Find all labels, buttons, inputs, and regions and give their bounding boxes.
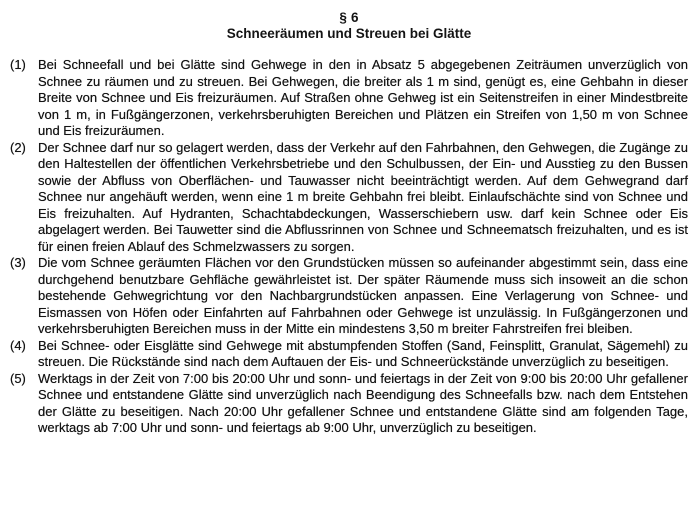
section-number: § 6 <box>339 10 359 25</box>
paragraph-5-text: Werktags in der Zeit von 7:00 bis 20:00 Uhr und sonn- und feiertags in der Zeit von 9:00 bis 20:00 Uhr gefallener Schnee und entstandene Glätte sind unverzüglich nach Beendigung des Schneefalls bzw. nach dem Entstehen der Glätte zu beseitigen. Nach 20:00 Uhr gefallener Schnee und entstandene Glätte sind am folgenden Tage, werktags ab 7:00 Uhr und sonn- und feiertags ab 9:00 Uhr, unverzüglich zu beseitigen. <box>38 370 688 435</box>
paragraph-1-text: Bei Schneefall und bei Glätte sind Gehwege in den in Absatz 5 abgegebenen Zeiträumen unverzüglich von Schnee zu räumen und zu streuen. Bei Gehwegen, die breiter als 1 m sind, genügt es, eine Gehbahn in dieser Breite von Schnee und Eis freizuräumen. Auf Straßen ohne Gehweg ist ein Seitenstreifen in einer Mindestbreite von 1 m, in Fußgängerzonen, verkehrsberuhigten Bereichen und Plätzen ein Streifen von 1,50 m von Schnee und Eis freizuräumen. <box>38 57 688 138</box>
paragraph-4 <box>10 338 688 371</box>
paragraph-3-marker: (3) <box>10 255 26 270</box>
paragraph-1-marker: (1) <box>10 57 26 72</box>
paragraph-3-text: Die vom Schnee geräumten Flächen vor den Grundstücken müssen so aufeinander abgestimmt sein, dass eine durchgehend benutzbare Gehfläche gewährleistet ist. Der später Räumende muss sich insoweit an die schon bestehende Gehwegrichtung vor den Nachbargrundstücken anpassen. Eine Verlagerung von Schnee- und Eismassen von Höfen oder Einfahrten auf Fahrbahnen oder Gehwege ist unzulässig. In Fußgängerzonen und verkehrsberuhigten Bereichen muss in der Mitte ein mindestens 3,50 m breiter Fahrstreifen frei bleiben. <box>38 255 688 336</box>
paragraph-2-text: Der Schnee darf nur so gelagert werden, dass der Verkehr auf den Fahrbahnen, den Gehwegen, die Zugänge zu den Haltestellen der öffentlichen Verkehrsbetriebe und den Schulbussen, der Ein- und Ausstieg zu den Bussen sowie der Abfluss von Oberflächen- und Tauwasser nicht beeinträchtigt werden. Auf dem Gehwegrand darf Schnee nur angehäuft werden, wenn eine 1 m breite Gehbahn frei bleibt. Einlaufschächte sind von Schnee und Eis freizuhalten. Auf Hydranten, Schachtabdeckungen, Wasserschiebern usw. darf kein Schnee oder Eis abgelagert werden. Bei Tauwetter sind die Abflussrinnen von Schnee und Schneematsch freizuhalten, und es ist für einen freien Ablauf des Schmelzwassers zu sorgen. <box>38 139 688 254</box>
paragraph-3 <box>10 255 688 338</box>
paragraph-4-text: Bei Schnee- oder Eisglätte sind Gehwege mit abstumpfenden Stoffen (Sand, Feinsplitt, Granulat, Sägemehl) zu streuen. Die Rückstände sind nach dem Auftauen der Eis- und Schneerückstände unverzüglich zu beseitigen. <box>38 337 688 369</box>
paragraph-2 <box>10 140 688 256</box>
paragraph-4-marker: (4) <box>10 337 26 353</box>
paragraph-5-marker: (5) <box>10 370 26 386</box>
section-heading <box>10 10 688 42</box>
section-title: Schneeräumen und Streuen bei Glätte <box>226 26 472 41</box>
document-body <box>10 57 688 437</box>
paragraph-5 <box>10 371 688 437</box>
paragraph-2-marker: (2) <box>10 139 26 155</box>
paragraph-1 <box>10 57 688 140</box>
